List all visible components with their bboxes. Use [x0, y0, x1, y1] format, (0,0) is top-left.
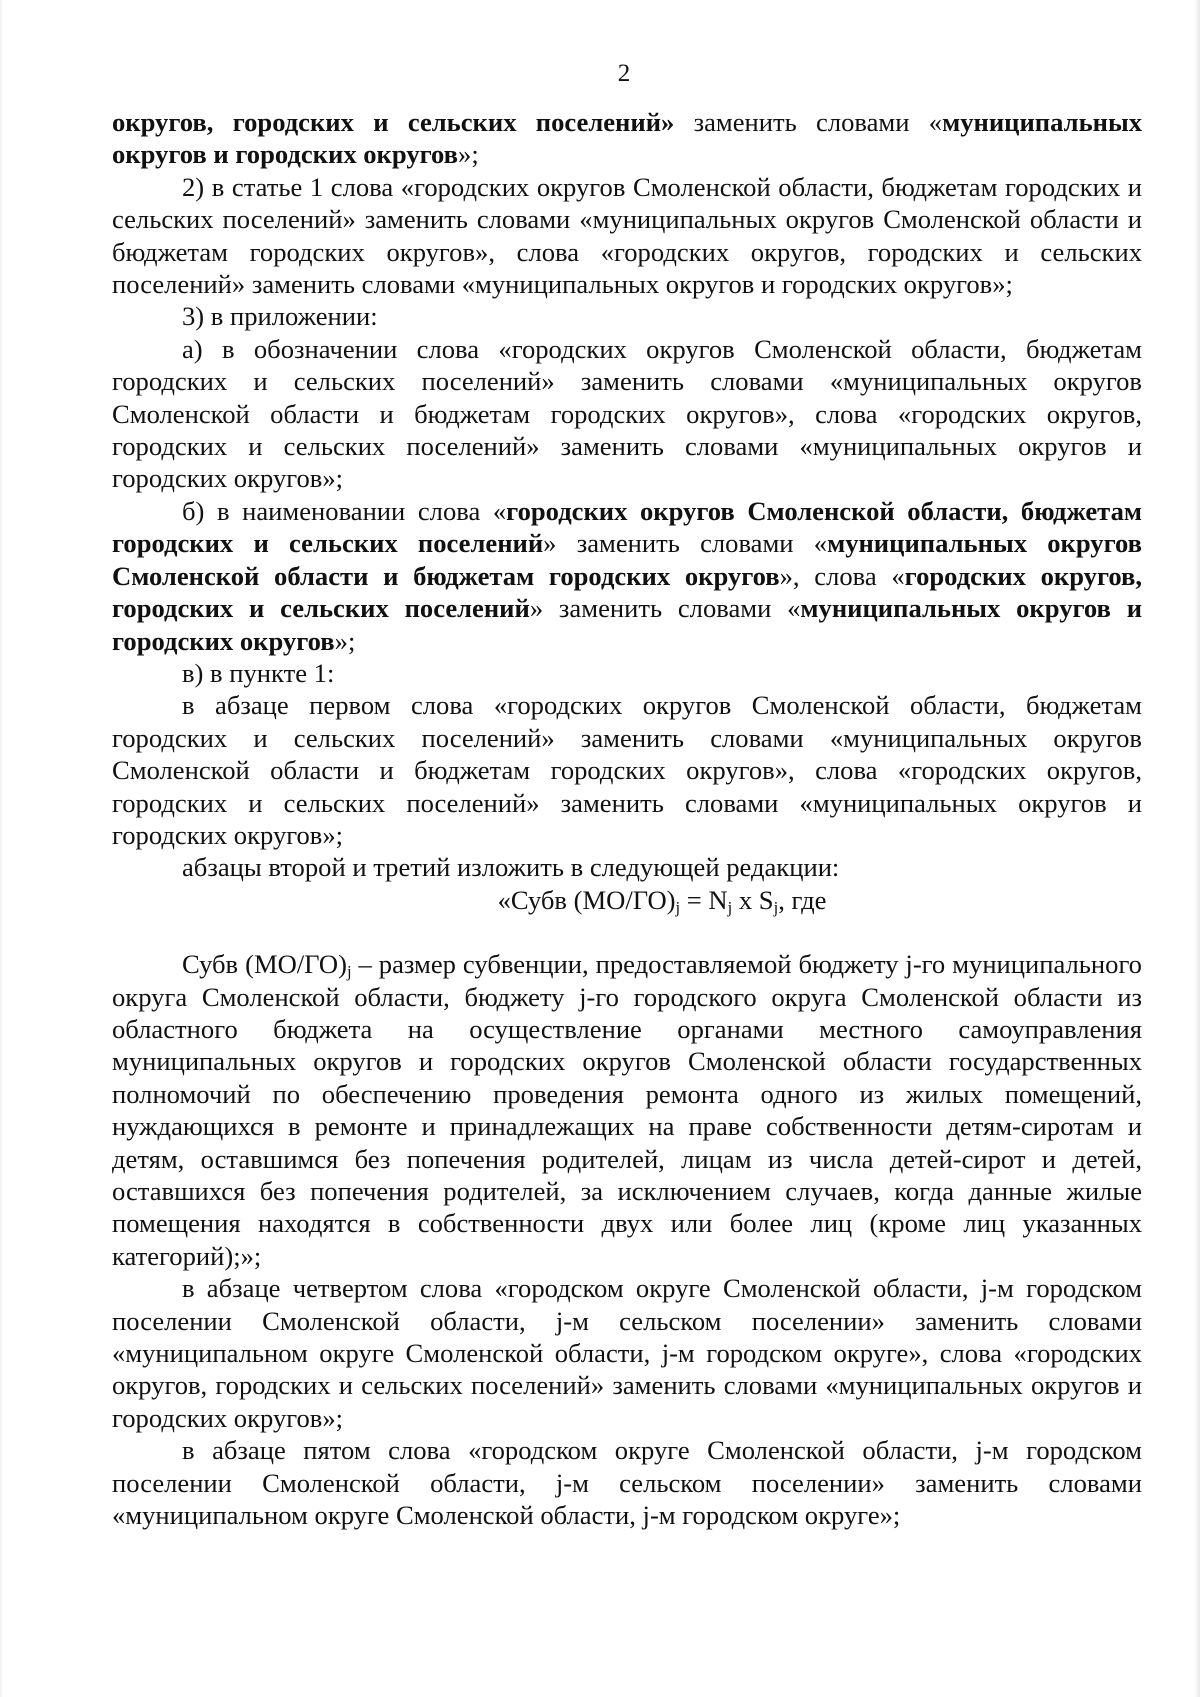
formula-subscript: j: [346, 962, 352, 982]
paragraph-definition: [112, 948, 1142, 1272]
bold-phrase: городских округов Смоленской области, бюджетам городских и сельских поселений: [112, 495, 1142, 559]
paragraph-item-3b: [112, 495, 1142, 657]
bold-phrase: муниципальных округов и городских округов: [112, 593, 1143, 656]
paragraph-fourth-abzac: в абзаце четвертом слова «городском округе Смоленской области, j-м городском поселении Смоленской области, j-м сельском поселении» заменить словами «муниципальном округе Смоленской области, j-м городском округе», слова «городских округов, городских и сельских поселений» заменить словами «муниципальных округов и городских округов»;: [112, 1273, 1142, 1433]
text-run: », слова «: [779, 560, 905, 591]
formula-subscript: j: [675, 897, 681, 917]
document-body: [112, 106, 1142, 1531]
formula-part: , где: [778, 884, 827, 915]
bold-phrase: округов, городских и сельских поселений»: [112, 107, 675, 137]
paragraph-item-3v: в) в пункте 1:: [182, 657, 335, 688]
paragraph-first-abzac: в абзаце первом слова «городских округов Смоленской области, бюджетам городских и сельских поселений» заменить словами «муниципальных округов Смоленской области и бюджетам городских округов», слова «городских округов, городских и сельских поселений» заменить словами «муниципальных округов и городских округов»;: [112, 690, 1142, 850]
paragraph-item-3: 3) в приложении:: [182, 301, 378, 332]
formula: [112, 884, 1142, 916]
scan-edge-right: [1194, 0, 1200, 1697]
bold-phrase: муниципальных округов и городских округов: [112, 107, 1143, 170]
paragraph-continuation: [112, 106, 1142, 171]
page-number: 2: [617, 60, 631, 87]
text-run: » заменить словами «: [543, 528, 828, 559]
formula-part: = N: [680, 884, 728, 915]
text-run: – размер субвенции, предоставляемой бюджету j-го муниципального округа Смоленской области, бюджету j-го городского округа Смоленской области из областного бюджета на осуществление органами местного самоуправления муниципальных округов и городских округов Смоленской области государственных полномочий по обеспечению проведения ремонта одного из жилых помещений, нуждающихся в ремонте и принадлежащих на праве собственности детям-сиротам и детям, оставшимся без попечения родителей, лицам из числа детей-сирот и детей, оставшихся без попечения родителей, за исключением случаев, когда данные жилые помещения находятся в собственности двух или более лиц (кроме лиц указанных категорий);»;: [112, 949, 1142, 1271]
bold-phrase: муниципальных округов Смоленской области и бюджетам городских округов: [112, 528, 1143, 591]
formula-subscript: j: [727, 897, 733, 917]
text-run: Субв (МО/ГО): [182, 949, 347, 980]
paragraph-fifth-abzac: в абзаце пятом слова «городском округе Смоленской области, j-м городском поселении Смоленской области, j-м сельском поселении» заменить словами «муниципальном округе Смоленской области, j-м городском округе»;: [112, 1435, 1142, 1531]
paragraph-second-third-abzac: абзацы второй и третий изложить в следующей редакции:: [182, 852, 840, 883]
paragraph-item-3a: а) в обозначении слова «городских округов Смоленской области, бюджетам городских и сельских поселений» заменить словами «муниципальных округов Смоленской области и бюджетам городских округов», слова «городских округов, городских и сельских поселений» заменить словами «муниципальных округов и городских округов»;: [112, 333, 1142, 494]
text-run: »;: [458, 139, 479, 170]
paragraph-item-2: 2) в статье 1 слова «городских округов Смоленской области, бюджетам городских и сельских поселений» заменить словами «муниципальных округов Смоленской области и бюджетам городских округов», слова «городских округов, городских и сельских поселений» заменить словами «муниципальных округов и городских округов»;: [112, 171, 1142, 300]
formula-part: «Субв (МО/ГО): [497, 884, 676, 915]
scan-edge-left: [0, 0, 3, 1697]
text-run: б) в наименовании слова «: [182, 495, 507, 526]
text-run: заменить словами «: [674, 107, 943, 137]
bold-phrase: городских округов, городских и сельских поселений: [112, 560, 1143, 624]
text-run: »;: [334, 625, 356, 656]
formula-subscript: j: [773, 897, 779, 917]
text-run: » заменить словами «: [529, 593, 801, 624]
formula-part: x S: [732, 884, 774, 915]
